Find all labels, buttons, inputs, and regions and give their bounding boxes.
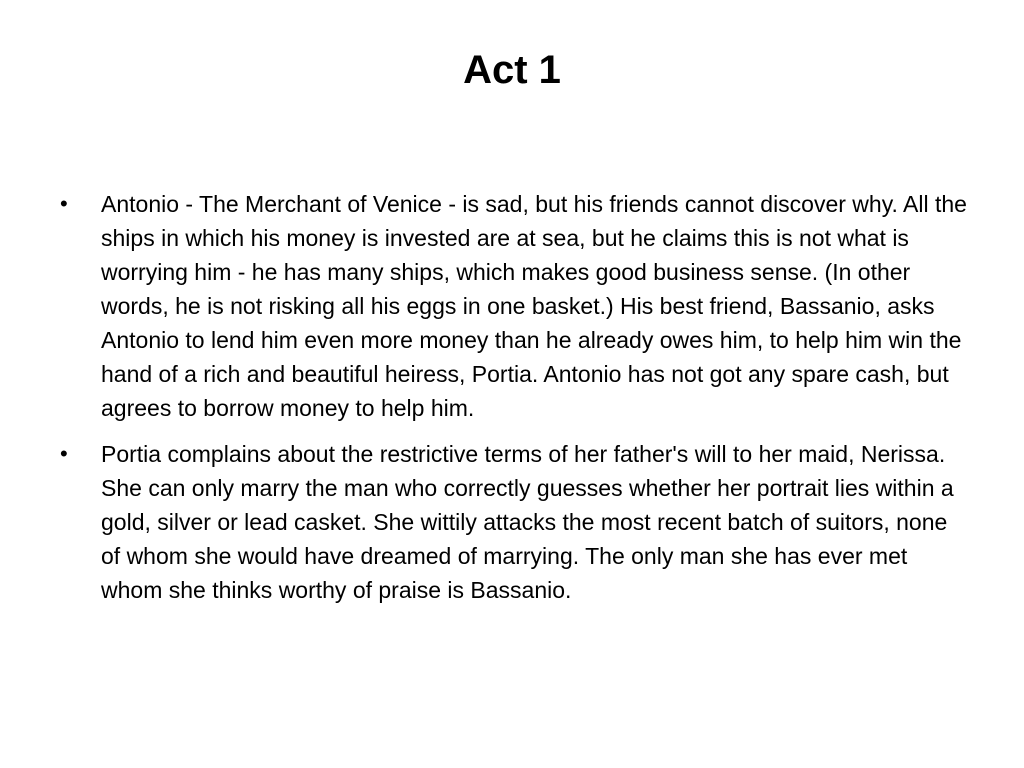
- bullet-marker: •: [60, 191, 68, 216]
- bullet-text: Antonio - The Merchant of Venice - is sad, but his friends cannot discover why. All the ships in which his money is invested are at sea, but he claims this is not what is worrying him - he has many ships, which makes good business sense. (In other words, he is not risking all his eggs in one basket.) His best friend, Bassanio, asks Antonio to lend him even more money than he already owes him, to help him win the hand of a rich and beautiful heiress, Portia. Antonio has not got any spare cash, but agrees to borrow money to help him.: [101, 191, 967, 421]
- bullet-list: [56, 187, 968, 619]
- bullet-text: Portia complains about the restrictive terms of her father's will to her maid, Nerissa. She can only marry the man who correctly guesses whether her portrait lies within a gold, silver or lead casket. She wittily attacks the most recent batch of suitors, none of whom she would have dreamed of marrying. The only man she has ever met whom she thinks worthy of praise is Bassanio.: [101, 441, 954, 603]
- bullet-item: [56, 437, 968, 607]
- bullet-item: [56, 187, 968, 425]
- bullet-marker: •: [60, 441, 68, 466]
- slide-title: Act 1: [463, 48, 561, 92]
